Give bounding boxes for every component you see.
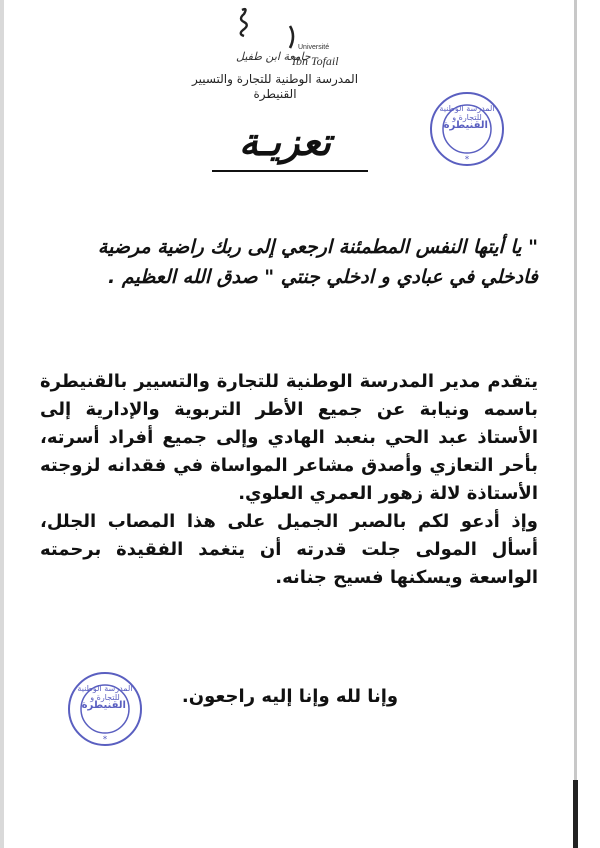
official-stamp-bottom [66, 670, 144, 748]
stamp-outer-text: المدرسة الوطنية للتجارة و [439, 104, 495, 122]
closing-line: وإنا لله وإنا إليه راجعون. [181, 686, 399, 707]
letter-body [40, 368, 538, 592]
school-name [180, 72, 370, 102]
logo-universite-text: Université [298, 44, 330, 51]
logo-arabic-text: جامعة ابن طفيل [236, 50, 311, 63]
stamp-inner-text: القنيطرة [443, 120, 488, 131]
scan-edge-left [0, 0, 4, 848]
body-paragraph-1: يتقدم مدير المدرسة الوطنية للتجارة والتسيير بالقنيطرة باسمه ونيابة عن جميع الأطر التربوية والإدارية إلى الأستاذ عبد الحي بنعبد الهادي وإلى جميع أفراد أسرته، بأحر التعازي وأصدق مشاعر المواساة في فقدانه لزوجته الأستاذة لالة زهور العمري العلوي. [40, 371, 538, 504]
scan-edge-right [574, 0, 577, 848]
official-stamp-top [428, 90, 506, 168]
scan-edge-shadow [573, 780, 578, 848]
stamp-outer-text: المدرسة الوطنية للتجارة و [77, 684, 133, 702]
school-name-line1: المدرسة الوطنية للتجارة والتسيير [191, 72, 359, 86]
university-logo [232, 6, 342, 66]
logo-french-text: Ibn Tofail [292, 54, 339, 68]
school-name-line2: القنيطرة [253, 87, 297, 101]
title-underline [212, 170, 368, 172]
quran-verse: " يا أيتها النفس المطمئنة ارجعي إلى ربك راضية مرضية فادخلي في عبادي و ادخلي جنتي " صدق الله العظيم . [97, 236, 538, 288]
stamp-inner-text: القنيطرة [81, 700, 126, 711]
body-paragraph-2: وإذ أدعو لكم بالصبر الجميل على هذا المصاب الجلل، أسأل المولى جلت قدرته أن يتغمد الفقيدة برحمته الواسعة ويسكنها فسيح جنانه. [40, 511, 538, 588]
page-title: تعزيـة [239, 120, 331, 164]
svg-text:*: * [464, 155, 470, 165]
svg-text:*: * [102, 735, 108, 745]
